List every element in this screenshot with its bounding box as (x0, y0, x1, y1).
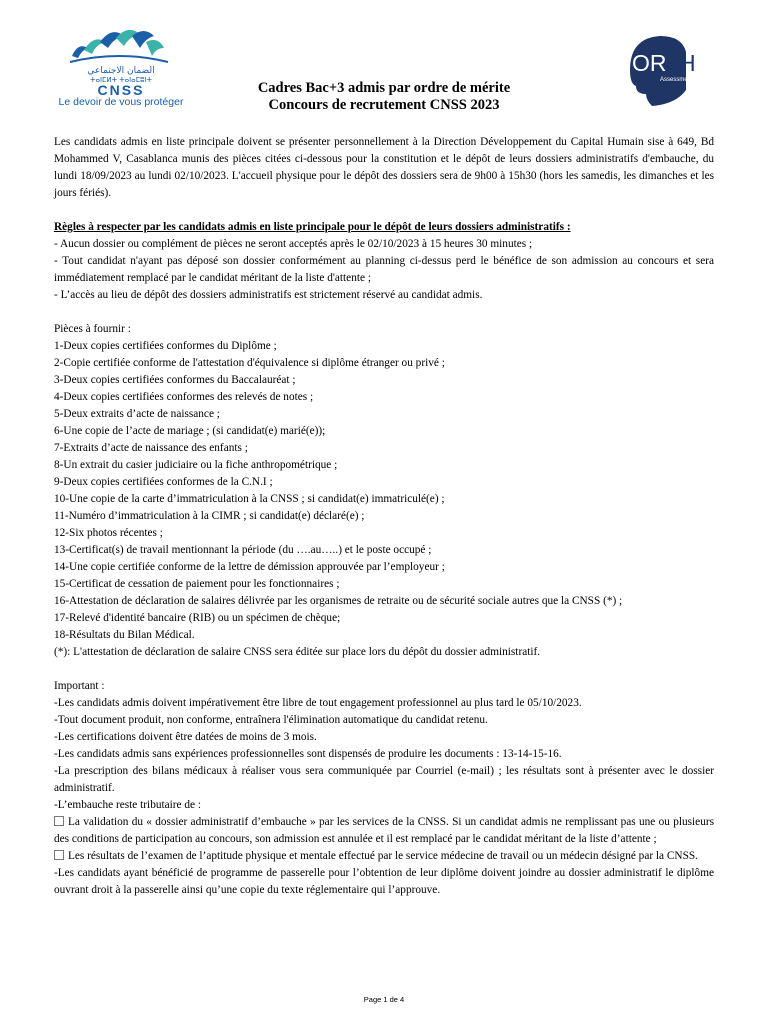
important-item: -Les certifications doivent être datées de moins de 3 mois. (54, 731, 317, 743)
important-item: -Tout document produit, non conforme, entraînera l'élimination automatique du candidat retenu. (54, 714, 488, 726)
title-line-1: Cadres Bac+3 admis par ordre de mérite (257, 80, 511, 96)
cnss-slogan: Le devoir de vous protéger (58, 96, 184, 108)
pieces-heading: Pièces à fournir : (54, 323, 131, 335)
rule-item: - L’accès au lieu de dépôt des dossiers administratifs est strictement réservé au candidat admis. (54, 289, 483, 301)
piece-item: 13-Certificat(s) de travail mentionnant la période (du ….au…..) et le poste occupé ; (54, 544, 432, 556)
cnss-emblem-icon (64, 24, 174, 66)
orh-subtitle: Assessment (660, 77, 693, 83)
checkbox-icon (54, 816, 64, 826)
pieces-note: (*): L'attestation de déclaration de salaire CNSS sera éditée sur place lors du dépôt du dossier administratif. (54, 646, 541, 658)
bullet-text: Les résultats de l’examen de l’aptitude physique et mentale effectué par le service médecine de travail ou un médecin désigné par la CNSS. (68, 850, 698, 862)
rule-item: - Aucun dossier ou complément de pièces ne seront acceptés après le 02/10/2023 à 15 heures 30 minutes ; (54, 238, 533, 250)
orh-text: OR (632, 50, 667, 76)
cnss-acronym: CNSS (97, 82, 145, 98)
piece-item: 3-Deux copies certifiées conformes du Baccalauréat ; (54, 374, 296, 386)
piece-item: 18-Résultats du Bilan Médical. (54, 629, 195, 641)
piece-item: 4-Deux copies certifiées conformes des relevés de notes ; (54, 391, 314, 403)
checkbox-icon (54, 850, 64, 860)
orh-h: H (679, 50, 696, 76)
piece-item: 8-Un extrait du casier judiciaire ou la fiche anthropométrique ; (54, 459, 338, 471)
important-heading: Important : (54, 680, 105, 692)
piece-item: 1-Deux copies certifiées conformes du Diplôme ; (54, 340, 277, 352)
piece-item: 7-Extraits d’acte de naissance des enfants ; (54, 442, 248, 454)
cnss-arabic-name: الضمان الاجتماعي (87, 66, 155, 76)
orh-logo (600, 30, 710, 110)
intro-paragraph: Les candidats admis en liste principale doivent se présenter personnellement à la Direction Développement du Capital Humain sise à 649, Bd Mohammed V, Casablanca munis des pièces citées ci-dessous pour la constitution et le dépôt de leurs dossiers administratifs d'embauche, du lundi 18/09/2023 au lundi 02/10/2023. L'accueil physique pour le dépôt des dossiers sera de 9h00 à 15h30 (hors les samedis, les dimanches et les jours fériés). (54, 136, 714, 199)
important-final: -Les candidats ayant bénéficié de programme de passerelle pour l’obtention de leur diplôme doivent joindre au dossier administratif le diplôme ouvrant droit à la passerelle ainsi qu’une copie du texte réglementaire qui l’approuve. (54, 867, 714, 896)
important-item: -Les candidats admis sans expériences professionnelles sont dispensés de produire les documents : 13-14-15-16. (54, 748, 562, 760)
piece-item: 11-Numéro d’immatriculation à la CIMR ; si candidat(e) déclaré(e) ; (54, 510, 365, 522)
important-item: -La prescription des bilans médicaux à réaliser vous sera communiquée par Courriel (e-mail) ; les résultats sont à présenter avec le dossier administratif. (54, 765, 714, 794)
piece-item: 6-Une copie de l’acte de mariage ; (si candidat(e) marié(e)); (54, 425, 326, 437)
page-title (160, 80, 608, 114)
cnss-tifinagh-name: ⵜⴰⵏⵎⵍⵜ ⵜⴰⵏⴰⵎⵓⵏⵜ (90, 76, 152, 84)
piece-item: 16-Attestation de déclaration de salaires délivrée par les organismes de retraite ou de sécurité sociale autres que la CNSS (*) ; (54, 595, 623, 607)
page-number: Page 1 de 4 (363, 995, 405, 1004)
document-body (54, 134, 714, 899)
rule-item: - Tout candidat n'ayant pas déposé son dossier conformément au planning ci-dessus perd le bénéfice de son admission au concours et sera immédiatement remplacé par le candidat méritant de la liste d'attente ; (54, 255, 714, 284)
important-bullet (54, 848, 714, 865)
piece-item: 14-Une copie certifiée conforme de la lettre de démission approuvée par l’employeur ; (54, 561, 445, 573)
piece-item: 15-Certificat de cessation de paiement pour les fonctionnaires ; (54, 578, 340, 590)
important-bullet (54, 814, 714, 848)
important-item: -Les candidats admis doivent impérativement être libre de tout engagement professionnel au plus tard le 05/10/2023. (54, 697, 582, 709)
piece-item: 2-Copie certifiée conforme de l'attestation d'équivalence si diplôme étranger ou privé ; (54, 357, 445, 369)
important-item: -L’embauche reste tributaire de : (54, 799, 202, 811)
piece-item: 17-Relevé d'identité bancaire (RIB) ou un spécimen de chèque; (54, 612, 341, 624)
piece-item: 10-Une copie de la carte d’immatriculation à la CNSS ; si candidat(e) immatriculé(e) ; (54, 493, 445, 505)
title-line-2: Concours de recrutement CNSS 2023 (268, 97, 500, 113)
rules-heading: Règles à respecter par les candidats admis en liste principale pour le dépôt de leurs dossiers administratifs : (54, 221, 571, 233)
piece-item: 9-Deux copies certifiées conformes de la C.N.I ; (54, 476, 273, 488)
piece-item: 5-Deux extraits d’acte de naissance ; (54, 408, 220, 420)
piece-item: 12-Six photos récentes ; (54, 527, 163, 539)
bullet-text: La validation du « dossier administratif d’embauche » par les services de la CNSS. Si un candidat admis ne remplissant pas une ou plusieurs des conditions de participation au concours, son admission est annulée et il est remplacé par le candidat méritant de la liste d’attente ; (54, 816, 714, 845)
